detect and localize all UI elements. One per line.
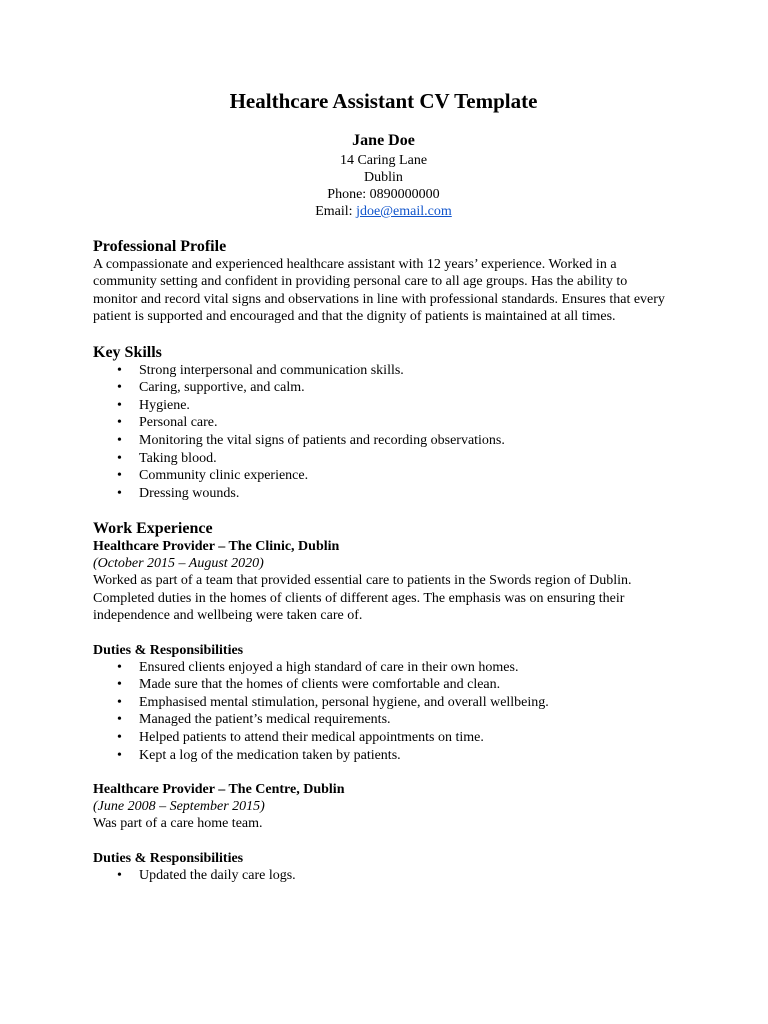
address-line-1: 14 Caring Lane: [339, 153, 428, 168]
profile-text: A compassionate and experienced healthcare assistant with 12 years’ experience. Worked in a community setting and confident in providing personal care to all age groups. Has the ability to monitor and record vital signs and observations in line with professional standards. Ensures that every patient is supported and encouraged and that the dignity of patients is maintained at all times.: [93, 257, 665, 325]
skill-text: Monitoring the vital signs of patients and recording observations.: [139, 433, 505, 448]
job-entry-centre: [93, 781, 674, 884]
duty-text: Kept a log of the medication taken by patients.: [139, 747, 401, 763]
address-line-2: Dublin: [364, 170, 403, 185]
bullet-icon: •: [117, 397, 122, 413]
job-dates: (June 2008 – September 2015): [93, 799, 265, 815]
bullet-icon: •: [117, 380, 122, 396]
skill-text: Dressing wounds.: [139, 485, 240, 501]
skill-text: Strong interpersonal and communication skills.: [139, 362, 404, 378]
applicant-name: Jane Doe: [352, 132, 415, 149]
skills-section: [93, 344, 674, 503]
list-item: [117, 867, 674, 885]
list-item: [117, 676, 674, 694]
phone-number: Phone: 0890000000: [327, 187, 440, 202]
job-description: Was part of a care home team.: [93, 816, 263, 832]
bullet-icon: •: [117, 694, 122, 710]
skill-text: Taking blood.: [139, 450, 217, 466]
list-item: [117, 659, 674, 677]
bullet-icon: •: [117, 659, 122, 675]
skill-text: Caring, supportive, and calm.: [139, 380, 305, 396]
duties-list: [93, 867, 674, 885]
email-label: Email:: [315, 204, 357, 219]
skills-list: [93, 362, 674, 503]
list-item: [117, 379, 674, 397]
duty-text: Made sure that the homes of clients were comfortable and clean.: [139, 677, 501, 693]
bullet-icon: •: [117, 747, 122, 763]
list-item: [117, 694, 674, 712]
bullet-icon: •: [117, 433, 122, 448]
list-item: [117, 729, 674, 747]
list-item: [117, 397, 674, 415]
job-title: Healthcare Provider – The Centre, Dublin: [93, 782, 345, 798]
skill-text: Hygiene.: [139, 397, 190, 413]
email-link[interactable]: jdoe@email.com: [356, 204, 452, 219]
profile-heading: Professional Profile: [93, 238, 227, 255]
list-item: [117, 467, 674, 485]
bullet-icon: •: [117, 362, 122, 378]
list-item: [117, 711, 674, 729]
duty-text: Managed the patient’s medical requirements.: [139, 712, 391, 728]
duties-heading: Duties & Responsibilities: [93, 850, 244, 866]
bullet-icon: •: [117, 485, 122, 501]
experience-section: [93, 520, 674, 884]
list-item: [117, 450, 674, 468]
list-item: [117, 362, 674, 380]
list-item: [117, 432, 674, 450]
bullet-icon: •: [117, 415, 122, 431]
skill-text: Community clinic experience.: [139, 468, 309, 484]
contact-block: [93, 132, 674, 220]
bullet-icon: •: [117, 729, 122, 745]
skill-text: Personal care.: [139, 415, 218, 431]
bullet-icon: •: [117, 867, 122, 883]
duty-text: Ensured clients enjoyed a high standard of care in their own homes.: [139, 659, 519, 675]
list-item: [117, 485, 674, 503]
duty-text: Emphasised mental stimulation, personal hygiene, and overall wellbeing.: [139, 694, 549, 710]
duty-text: Updated the daily care logs.: [139, 867, 296, 883]
job-description: Worked as part of a team that provided essential care to patients in the Swords region of Dublin. Completed duties in the homes of clients of different ages. The emphasis was on ensuring their independence and wellbeing were taken care of.: [93, 573, 632, 624]
bullet-icon: •: [117, 712, 122, 728]
duties-list: [93, 659, 674, 765]
email-line: [93, 203, 674, 220]
experience-heading: Work Experience: [93, 520, 213, 538]
bullet-icon: •: [117, 677, 122, 693]
list-item: [117, 414, 674, 432]
skills-heading: Key Skills: [93, 343, 162, 361]
job-title: Healthcare Provider – The Clinic, Dublin: [93, 539, 340, 555]
document-title: Healthcare Assistant CV Template: [229, 89, 538, 113]
list-item: [117, 747, 674, 765]
duty-text: Helped patients to attend their medical appointments on time.: [139, 729, 484, 745]
profile-section: [93, 238, 674, 326]
job-dates: (October 2015 – August 2020): [93, 556, 264, 572]
bullet-icon: •: [117, 450, 122, 466]
duties-heading: Duties & Responsibilities: [93, 642, 244, 658]
bullet-icon: •: [117, 468, 122, 484]
job-entry-clinic: [93, 538, 674, 764]
